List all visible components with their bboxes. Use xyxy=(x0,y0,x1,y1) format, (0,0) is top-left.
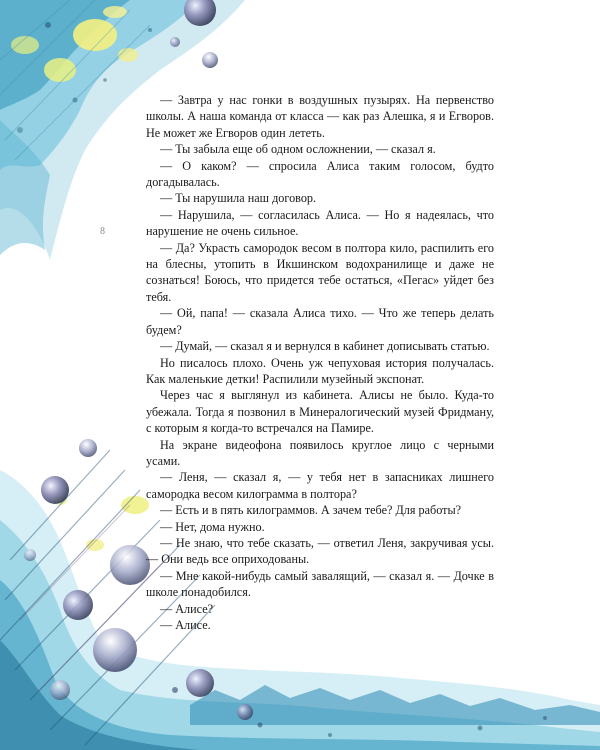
paragraph: — Есть и в пять килограммов. А зачем тебе? Для работы? xyxy=(160,503,462,518)
page-number: 8 xyxy=(100,226,105,237)
paragraph: — Ты забыла еще об одном осложнении, — сказал я. xyxy=(160,142,436,157)
paragraph: — Алисе? xyxy=(160,601,214,616)
body-text xyxy=(146,92,494,633)
paragraph: Через час я выглянул из кабинета. Алисы не было. Куда-то убежала. Тогда я позвонил в Минералогический музей Фридману, с которым я когда-то встречался на Памире. xyxy=(146,388,494,436)
paragraph: — Алисе. xyxy=(160,618,211,632)
paragraph: — Мне какой-нибудь самый завалящий, — сказал я. — Дочке в школе понадобился. xyxy=(146,568,494,600)
paragraph: Но писалось плохо. Очень уж чепуховая история получалась. Как маленькие детки! Распилили музейный экспонат. xyxy=(146,355,494,386)
paragraph: — Нарушила, — согласилась Алиса. — Но я надеялась, что нарушение не очень сильное. xyxy=(146,207,494,239)
paragraph: — Думай, — сказал я и вернулся в кабинет дописывать статью. xyxy=(160,339,490,354)
paragraph: — Завтра у нас гонки в воздушных пузырях. На первенство школы. А наша команда от класса — как раз Алешка, я и Егворов. Не может же Егворов один лететь. xyxy=(146,93,494,140)
paragraph: На экране видеофона появилось круглое лицо с черными усами. xyxy=(146,437,494,468)
paragraph: — Ой, папа! — сказала Алиса тихо. — Что же теперь делать будем? xyxy=(146,306,494,337)
paragraph: — Да? Украсть самородок весом в полтора кило, распилить его на блесны, утопить в Икшинском водохранилище и даже не сознаться! Боюсь, что придется тебе остаться, «Пегас» уйдет без тебя. xyxy=(146,240,494,304)
paragraph: — Нет, дома нужно. xyxy=(160,519,265,534)
paragraph: — Ты нарушила наш договор. xyxy=(160,191,317,206)
paragraph: — О каком? — спросила Алиса таким голосом, будто догадывалась. xyxy=(146,158,494,190)
paragraph: — Леня, — сказал я, — у тебя нет в запасниках лишнего самородка весом килограмма в полтора? xyxy=(146,470,494,501)
paragraph: — Не знаю, что тебе сказать, — ответил Леня, закручивая усы. — Они ведь все оприходованы. xyxy=(146,535,494,567)
